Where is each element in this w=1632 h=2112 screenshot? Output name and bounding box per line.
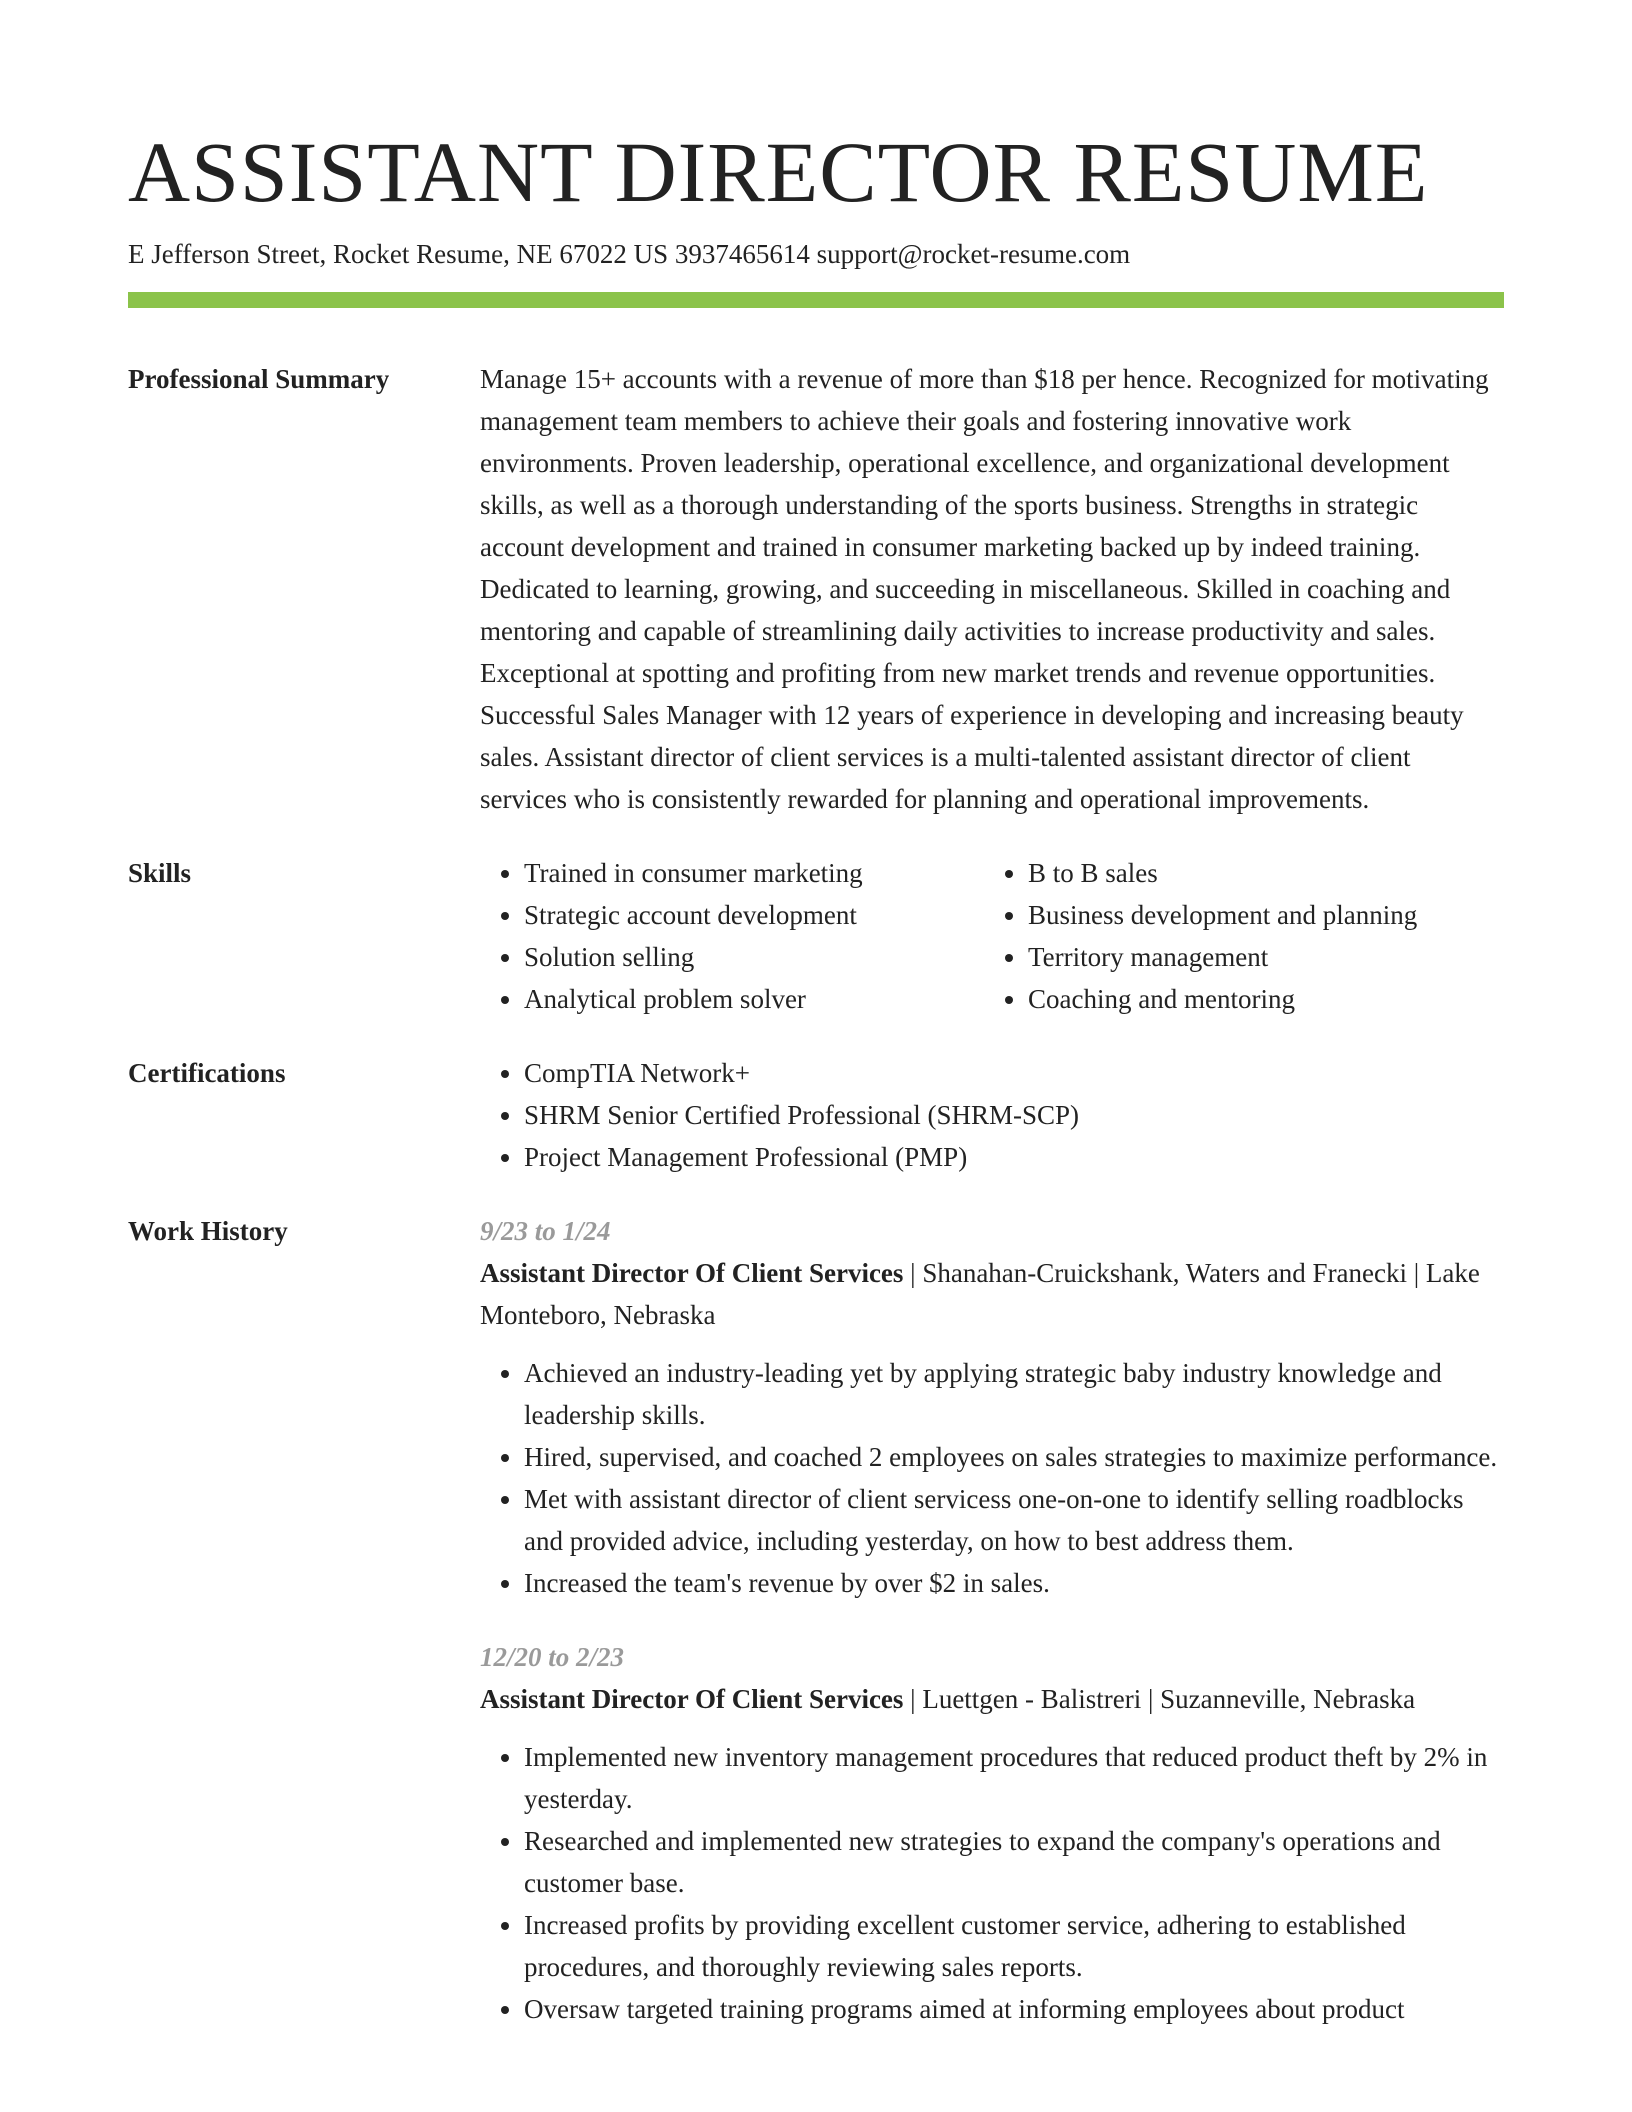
skills-list-left: [480, 852, 984, 1020]
skills-list-right: [984, 852, 1417, 1020]
certification-item: • SHRM Senior Certified Professional (SHRM-SCP): [524, 1094, 1504, 1136]
job-bullet: • Achieved an industry-leading yet by applying strategic baby industry knowledge and leadership skills.: [524, 1352, 1504, 1436]
job-bullet: • Researched and implemented new strategies to expand the company's operations and customer base.: [524, 1820, 1504, 1904]
job-bullet: • Hired, supervised, and coached 2 employees on sales strategies to maximize performance.: [524, 1436, 1504, 1478]
header-divider: [128, 292, 1504, 308]
job-heading: [480, 1252, 1504, 1336]
skills-columns: [480, 852, 1504, 1020]
work-history-section: [128, 1210, 1504, 2030]
skill-item: • Coaching and mentoring: [1028, 978, 1417, 1020]
skill-item: • B to B sales: [1028, 852, 1417, 894]
job-employer-location: | Luettgen - Balistreri | Suzanneville, Nebraska: [903, 1684, 1416, 1714]
job-bullet: • Increased profits by providing excellent customer service, adhering to established procedures, and thoroughly reviewing sales reports.: [524, 1904, 1504, 1988]
skill-item: • Business development and planning: [1028, 894, 1417, 936]
contact-line: E Jefferson Street, Rocket Resume, NE 67022 US 3937465614 support@rocket-resume.com: [128, 239, 1131, 269]
job-date: 12/20 to 2/23: [480, 1642, 625, 1672]
job-entry: [480, 1210, 1504, 1604]
section-body: [480, 1052, 1504, 1178]
skill-item: • Territory management: [1028, 936, 1417, 978]
job-bullet: • Increased the team's revenue by over $2 in sales.: [524, 1562, 1504, 1604]
job-bullet: • Implemented new inventory management procedures that reduced product theft by 2% in yesterday.: [524, 1736, 1504, 1820]
job-heading: [480, 1678, 1504, 1720]
section-body: [480, 358, 1504, 820]
certifications-list: [480, 1052, 1504, 1178]
section-label: Professional Summary: [128, 364, 390, 394]
resume-title: ASSISTANT DIRECTOR RESUME: [128, 124, 1429, 220]
section-body: [480, 1210, 1504, 2030]
skill-item: • Trained in consumer marketing: [524, 852, 984, 894]
certification-item: • Project Management Professional (PMP): [524, 1136, 1504, 1178]
summary-text: Manage 15+ accounts with a revenue of more than $18 per hence. Recognized for motivating management team members to achieve their goals and fostering innovative work environments. Proven leadership, operational excellence, and organizational development skills, as well as a thorough understanding of the sports business. Strengths in strategic account development and trained in consumer marketing backed up by indeed training. Dedicated to learning, growing, and succeeding in miscellaneous. Skilled in coaching and mentoring and capable of streamlining daily activities to increase productivity and sales. Exceptional at spotting and profiting from new market trends and revenue opportunities. Successful Sales Manager with 12 years of experience in developing and increasing beauty sales. Assistant director of client services is a multi-talented assistant director of client services who is consistently rewarded for planning and operational improvements.: [480, 364, 1489, 814]
skill-item: • Strategic account development: [524, 894, 984, 936]
skill-item: • Analytical problem solver: [524, 978, 984, 1020]
section-label: Skills: [128, 858, 192, 888]
professional-summary-section: [128, 358, 1504, 820]
job-bullet: • Met with assistant director of client servicess one-on-one to identify selling roadblocks and provided advice, including yesterday, on how to best address them.: [524, 1478, 1504, 1562]
skill-item: • Solution selling: [524, 936, 984, 978]
skills-section: [128, 852, 1504, 1020]
resume-page: [128, 0, 1504, 2030]
job-employer-location: | Shanahan-Cruickshank, Waters and Franecki | Lake Monteboro, Nebraska: [480, 1258, 1480, 1330]
section-label: Work History: [128, 1216, 288, 1246]
job-entry: [480, 1636, 1504, 2030]
job-bullets: [480, 1736, 1504, 2030]
certification-item: • CompTIA Network+: [524, 1052, 1504, 1094]
section-label: Certifications: [128, 1058, 286, 1088]
job-bullet: • Oversaw targeted training programs aimed at informing employees about product: [524, 1988, 1504, 2030]
job-date: 9/23 to 1/24: [480, 1216, 611, 1246]
certifications-section: [128, 1052, 1504, 1178]
job-title: Assistant Director Of Client Services: [480, 1258, 904, 1288]
job-title: Assistant Director Of Client Services: [480, 1684, 904, 1714]
job-bullets: [480, 1352, 1504, 1604]
